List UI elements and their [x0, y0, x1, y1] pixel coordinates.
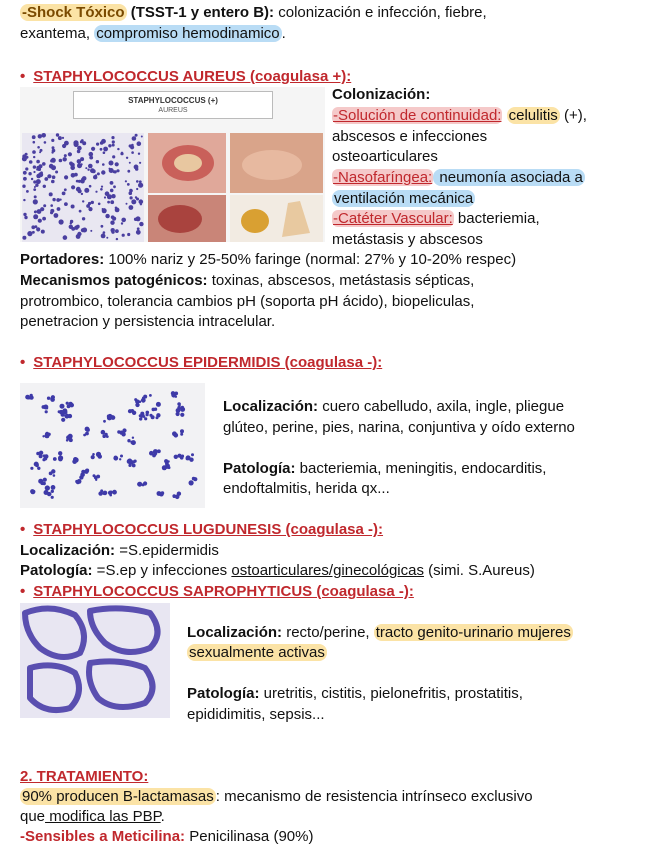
lug-loc-text: =S.epidermidis [115, 542, 219, 559]
blactamasas-highlight: 90% producen B-lactamasas [22, 788, 214, 805]
aureus-figure-title-box [73, 91, 273, 119]
shock-label: -Shock Tóxico [22, 4, 125, 21]
genito-urinario-highlight: tracto genito-urinario mujeres [375, 624, 571, 641]
aureus-figure-title: STAPHYLOCOCCUS (+) [128, 96, 218, 105]
solucion-line [332, 105, 587, 126]
sexualmente-highlight: sexualmente activas [189, 644, 325, 661]
epi-loc-line-2: glúteo, perine, pies, narina, conjuntiva y oído externo [223, 419, 575, 436]
epidermidis-micrograph [20, 383, 205, 508]
saprophyticus-heading [20, 581, 414, 602]
epi-pat-text: bacteriemia, meningitis, endocarditis, [295, 460, 547, 477]
shock-rest-bold: (TSST-1 y entero B): [126, 4, 275, 21]
lug-pat-underlined: ostoarticulares/ginecológicas [231, 562, 424, 579]
bullet: • [20, 583, 26, 600]
cateter-line [332, 208, 540, 229]
portadores-line [20, 249, 516, 270]
epidermidis-heading-text: STAPHYLOCOCCUS EPIDERMIDIS (coagulasa -): [33, 354, 383, 371]
solucion-line-3: osteoarticulares [332, 148, 438, 165]
solucion-label: -Solución de continuidad: [333, 107, 502, 124]
sap-pat-line-2: epididimitis, sepsis... [187, 706, 325, 723]
sap-loc-label: Localización: [187, 624, 283, 641]
colonizacion-text: Colonización: [332, 86, 431, 103]
bullet: • [20, 521, 26, 538]
sap-pat-text: uretritis, cistitis, pielonefritis, prostatitis, [259, 685, 523, 702]
lugdunesis-heading-text: STAPHYLOCOCCUS LUGDUNESIS (coagulasa -): [33, 521, 384, 538]
lug-loc-label: Localización: [20, 542, 116, 559]
sap-pat-label: Patología: [187, 685, 260, 702]
sap-pat-line [187, 683, 523, 704]
trat-line-3 [20, 826, 313, 847]
lug-pat-text-2: (simi. S.Aureus) [423, 562, 535, 579]
sap-loc-text: recto/perine, [282, 624, 374, 641]
tratamiento-heading-text: 2. TRATAMIENTO: [20, 768, 149, 785]
period: . [160, 808, 165, 825]
period: . [281, 25, 286, 42]
lug-loc-line [20, 540, 219, 561]
epidermidis-heading [20, 352, 382, 373]
ventilacion-line [332, 188, 475, 209]
lug-pat-label: Patología: [20, 562, 93, 579]
celulitis-highlight: celulitis [508, 107, 558, 124]
mecanismos-line-3: penetracion y persistencia intracelular. [20, 313, 276, 330]
sensibles-label: -Sensibles a Meticilina: [20, 828, 186, 845]
exantema-text: exantema, [20, 25, 95, 42]
mecanismos-label: Mecanismos patogénicos: [20, 272, 208, 289]
neumonia-highlight: neumonía asociada a [435, 169, 583, 186]
lug-pat-text: =S.ep y infecciones [92, 562, 232, 579]
epi-pat-line-2: endoftalmitis, herida qx... [223, 480, 390, 497]
exantema-line [20, 23, 286, 44]
aureus-heading [20, 66, 351, 87]
cateter-line-2: metástasis y abscesos [332, 231, 483, 248]
trat-line-1 [20, 786, 533, 807]
sap-loc-line [187, 622, 573, 643]
trat-line-2 [20, 806, 165, 827]
trat-que: que [20, 808, 46, 825]
epi-loc-label: Localización: [223, 398, 319, 415]
aureus-heading-text: STAPHYLOCOCCUS AUREUS (coagulasa +): [33, 68, 352, 85]
bullet: • [20, 68, 26, 85]
aureus-figure-subtitle: AUREUS [158, 107, 188, 114]
bullet: • [20, 354, 26, 371]
cateter-rest: bacteriemia, [453, 210, 540, 227]
naso-line [332, 167, 585, 188]
lugdunesis-heading [20, 519, 383, 540]
mecanismos-text: toxinas, abscesos, metástasis sépticas, [207, 272, 475, 289]
colonizacion-label [332, 84, 430, 105]
portadores-label: Portadores: [20, 251, 105, 268]
epi-loc-text: cuero cabelludo, axila, ingle, pliegue [318, 398, 565, 415]
saprophyticus-micrograph [20, 603, 170, 718]
ventilacion-highlight: ventilación mecánica [334, 190, 474, 207]
mecanismos-line-2: protrombico, tolerancia cambios pH (soporta pH ácido), biopeliculas, [20, 293, 475, 310]
tratamiento-heading [20, 766, 148, 787]
portadores-text: 100% nariz y 25-50% faringe (normal: 27% y 10-20% respec) [104, 251, 517, 268]
solucion-rest: (+), [559, 107, 587, 124]
trat-line-1-rest: : mecanismo de resistencia intrínseco exclusivo [215, 788, 533, 805]
modifica-pbp: modifica las PBP [45, 808, 161, 825]
hemodinamico-highlight: compromiso hemodinamico [96, 25, 280, 42]
epi-pat-label: Patología: [223, 460, 296, 477]
sap-loc-line-2 [187, 642, 327, 663]
saprophyticus-heading-text: STAPHYLOCOCCUS SAPROPHYTICUS (coagulasa -): [33, 583, 414, 600]
lug-pat-line [20, 560, 535, 581]
cateter-label: -Catéter Vascular: [333, 210, 453, 227]
shock-line [20, 2, 487, 23]
mecanismos-line [20, 270, 474, 291]
aureus-figure [20, 87, 325, 242]
epi-pat-line [223, 458, 546, 479]
solucion-line-2: abscesos e infecciones [332, 128, 488, 145]
aureus-micrographs [20, 133, 325, 242]
naso-label: -Nasofaríngea: [333, 169, 433, 186]
sensibles-rest: Penicilinasa (90%) [185, 828, 314, 845]
shock-text: colonización e infección, fiebre, [274, 4, 487, 21]
epi-loc-line [223, 396, 564, 417]
